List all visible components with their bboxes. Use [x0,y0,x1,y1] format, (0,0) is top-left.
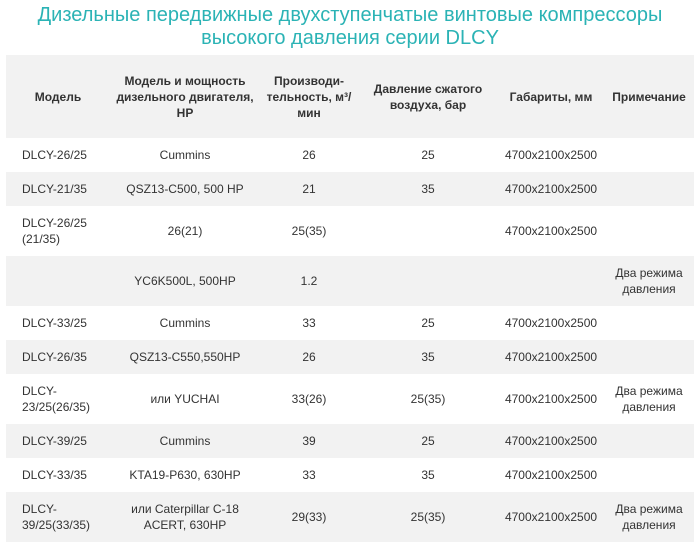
cell-note [604,340,694,374]
cell-pressure [358,256,498,306]
cell-model: DLCY-33/35 [6,458,110,492]
table-row [6,256,694,306]
table-header-row [6,55,694,138]
cell-capacity: 29(33) [260,492,358,542]
cell-note: Два режима давления [604,492,694,542]
cell-note [604,206,694,256]
cell-dimensions: 4700x2100x2500 [498,172,604,206]
column-header-model: Модель [6,55,110,138]
cell-engine: QSZ13-C550,550HP [110,340,260,374]
table-row [6,374,694,424]
cell-capacity: 33(26) [260,374,358,424]
cell-pressure: 25(35) [358,492,498,542]
cell-model: DLCY-26/25 [6,138,110,172]
cell-pressure: 35 [358,458,498,492]
cell-capacity: 39 [260,424,358,458]
cell-dimensions [498,256,604,306]
cell-dimensions: 4700x2100x2500 [498,138,604,172]
column-header-note: Примечание [604,55,694,138]
cell-note [604,306,694,340]
cell-capacity: 26 [260,138,358,172]
cell-engine: YC6K500L, 500HP [110,256,260,306]
cell-pressure: 35 [358,340,498,374]
table-row [6,138,694,172]
cell-dimensions: 4700x2100x2500 [498,306,604,340]
cell-note: Два режима давления [604,374,694,424]
cell-capacity: 25(35) [260,206,358,256]
cell-pressure: 25 [358,424,498,458]
cell-dimensions: 4700x2100x2500 [498,374,604,424]
cell-engine: KTA19-P630, 630HP [110,458,260,492]
cell-pressure: 25(35) [358,374,498,424]
table-row [6,424,694,458]
cell-model: DLCY-39/25 [6,424,110,458]
cell-engine: Cummins [110,424,260,458]
cell-dimensions: 4700x2100x2500 [498,340,604,374]
column-header-dimensions: Габариты, мм [498,55,604,138]
cell-capacity: 1.2 [260,256,358,306]
cell-model: DLCY-33/25 [6,306,110,340]
cell-engine: 26(21) [110,206,260,256]
compressor-spec-table [6,55,694,542]
cell-pressure: 35 [358,172,498,206]
cell-engine: QSZ13-C500, 500 HP [110,172,260,206]
column-header-pressure: Давление сжатого воздуха, бар [358,55,498,138]
column-header-capacity: Производи-тельность, м³/мин [260,55,358,138]
cell-note [604,138,694,172]
cell-capacity: 33 [260,306,358,340]
cell-pressure [358,206,498,256]
table-row [6,206,694,256]
cell-model [6,256,110,306]
cell-dimensions: 4700x2100x2500 [498,458,604,492]
cell-dimensions: 4700x2100x2500 [498,424,604,458]
cell-model: DLCY-39/25(33/35) [6,492,110,542]
cell-dimensions: 4700x2100x2500 [498,492,604,542]
table-row [6,458,694,492]
cell-model: DLCY-21/35 [6,172,110,206]
cell-model: DLCY-26/25 (21/35) [6,206,110,256]
cell-engine: или Caterpillar C-18 ACERT, 630HP [110,492,260,542]
cell-dimensions: 4700x2100x2500 [498,206,604,256]
table-row [6,492,694,542]
cell-model: DLCY-26/35 [6,340,110,374]
cell-capacity: 33 [260,458,358,492]
cell-engine: Cummins [110,306,260,340]
cell-model: DLCY-23/25(26/35) [6,374,110,424]
cell-pressure: 25 [358,138,498,172]
table-row [6,306,694,340]
table-row [6,172,694,206]
cell-note [604,172,694,206]
cell-capacity: 26 [260,340,358,374]
column-header-engine: Модель и мощность дизельного двигателя, HP [110,55,260,138]
cell-engine: или YUCHAI [110,374,260,424]
cell-note [604,458,694,492]
page-title: Дизельные передвижные двухступенчатые винтовые компрессоры высокого давления серии DLCY [37,4,663,49]
table-row [6,340,694,374]
cell-capacity: 21 [260,172,358,206]
cell-note: Два режима давления [604,256,694,306]
cell-pressure: 25 [358,306,498,340]
cell-engine: Cummins [110,138,260,172]
cell-note [604,424,694,458]
